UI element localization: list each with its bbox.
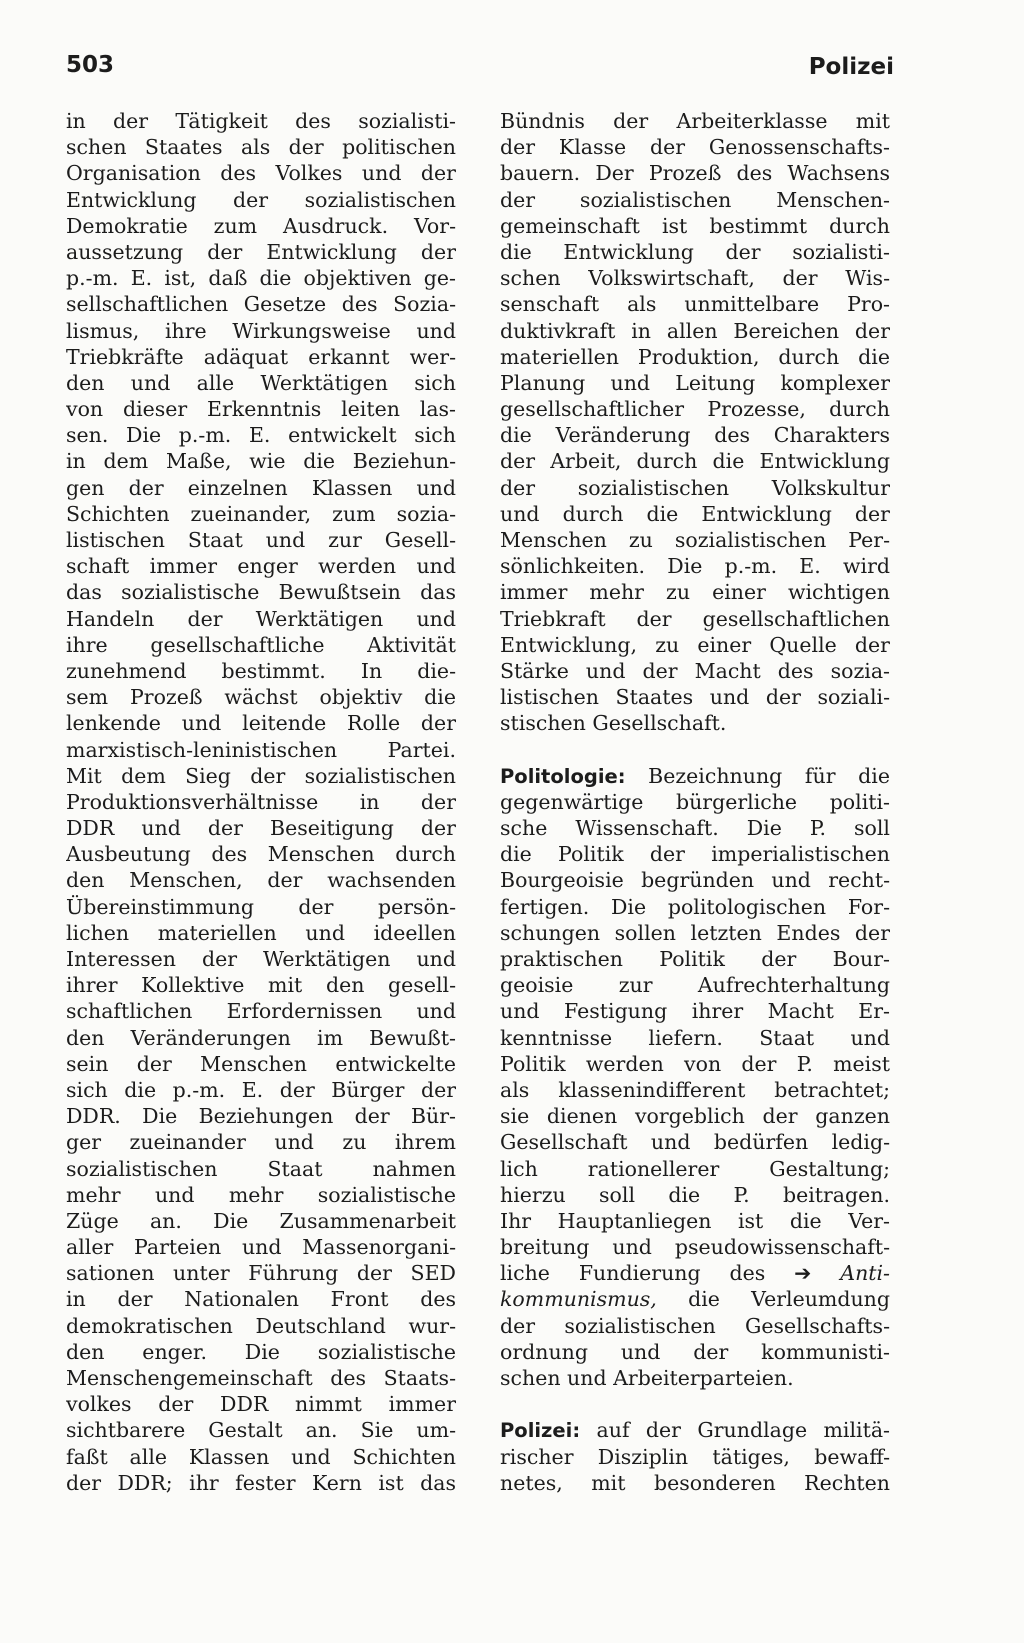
entry-first-line [500, 1417, 890, 1443]
text-line: lichen materiellen und ideellen [66, 920, 456, 945]
text-line: in dem Maße, wie die Beziehun- [66, 449, 456, 474]
text-line: gemeinschaft ist bestimmt durch [500, 213, 890, 238]
text-line: Bourgeoisie begründen und recht- [500, 868, 890, 893]
text-line: Menschengemeinschaft des Staats- [66, 1366, 456, 1390]
text-line: ordnung und der kommunisti- [500, 1339, 890, 1364]
text-line: listischen Staat und zur Gesell- [66, 528, 456, 552]
arrow-right-icon: ➔ [794, 1261, 812, 1286]
text-line: duktivkraft in allen Bereichen der [500, 318, 890, 343]
text-line: sich die p.-m. E. der Bürger der [66, 1077, 456, 1102]
cross-reference-suffix: die Verleumdung [656, 1287, 890, 1312]
cross-reference-prefix: liche Fundierung des [500, 1261, 795, 1286]
text-line: faßt alle Klassen und Schichten [66, 1444, 456, 1469]
text-line: lich rationellerer Gestaltung; [500, 1156, 890, 1181]
text-line: kenntnisse liefern. Staat und [500, 1025, 890, 1050]
text-line: in der Nationalen Front des [66, 1287, 456, 1312]
text-line: p.-m. E. ist, daß die objektiven ge- [66, 266, 456, 291]
text-line: Produktionsverhältnisse in der [66, 789, 456, 814]
text-line: den Veränderungen im Bewußt- [66, 1025, 456, 1050]
text-line: sem Prozeß wächst objektiv die [66, 685, 456, 710]
text-line: DDR und der Beseitigung der [66, 816, 456, 841]
text-line: schen Volkswirtschaft, der Wis- [500, 266, 890, 291]
text-line: rischer Disziplin tätiges, bewaff- [500, 1444, 890, 1469]
text-line: listischen Staates und der soziali- [500, 685, 890, 710]
text-line: und durch die Entwicklung der [500, 501, 890, 526]
right-column [500, 108, 890, 1496]
text-line: breitung und pseudowissenschaft- [500, 1235, 890, 1260]
text-line: praktischen Politik der Bour- [500, 947, 890, 971]
text-line: ihrer Kollektive mit den gesell- [66, 973, 456, 998]
text-line: der sozialistischen Menschen- [500, 187, 890, 212]
text-line: der DDR; ihr fester Kern ist das [66, 1470, 456, 1495]
text-line: Organisation des Volkes und der [66, 161, 456, 186]
entry-politologie [500, 763, 890, 1392]
page-number: 503 [66, 52, 115, 78]
entry-body-end [500, 1313, 890, 1392]
text-line: schen und Arbeiterparteien. [500, 1366, 794, 1390]
cross-reference-term: Anti- [811, 1261, 890, 1286]
text-line: Übereinstimmung der persön- [66, 894, 456, 919]
entry-first-line-text: Bezeichnung für die [625, 763, 890, 788]
paragraph-gap [500, 737, 890, 763]
text-line: hierzu soll die P. beitragen. [500, 1182, 890, 1207]
text-line: lismus, ihre Wirkungsweise und [66, 318, 456, 343]
text-line: gegenwärtige bürgerliche politi- [500, 789, 890, 814]
text-line: in der Tätigkeit des sozialisti- [66, 109, 456, 133]
text-line: aussetzung der Entwicklung der [66, 239, 456, 264]
text-line: Demokratie zum Ausdruck. Vor- [66, 213, 456, 238]
text-line: Mit dem Sieg der sozialistischen [66, 763, 456, 788]
text-line: sein der Menschen entwickelte [66, 1051, 456, 1076]
text-line: demokratischen Deutschland wur- [66, 1313, 456, 1338]
text-line: von dieser Erkenntnis leiten las- [66, 397, 456, 422]
entry-first-line-text: auf der Grundlage militä- [580, 1418, 890, 1443]
text-line: den Menschen, der wachsenden [66, 868, 456, 893]
left-column [66, 108, 456, 1496]
cross-reference-line [500, 1260, 890, 1286]
text-line: ihre gesellschaftliche Aktivität [66, 632, 456, 657]
text-line: als klassenindifferent betrachtet; [500, 1077, 890, 1102]
text-line: Politik werden von der P. meist [500, 1051, 890, 1076]
text-line: Ausbeutung des Menschen durch [66, 842, 456, 867]
text-line: sie dienen vorgeblich der ganzen [500, 1104, 890, 1129]
text-line: Handeln der Werktätigen und [66, 606, 456, 631]
entry-continuation [500, 108, 890, 737]
text-line: fertigen. Die politologischen For- [500, 894, 890, 919]
text-line: schaft immer enger werden und [66, 554, 456, 579]
text-line: sen. Die p.-m. E. entwickelt sich [66, 423, 456, 448]
text-line: Stärke und der Macht des sozia- [500, 658, 890, 683]
text-line: der Arbeit, durch die Entwicklung [500, 449, 890, 474]
text-line: der sozialistischen Gesellschafts- [500, 1313, 890, 1338]
text-line: Gesellschaft und bedürfen ledig- [500, 1130, 890, 1155]
entry-polizei [500, 1417, 890, 1496]
text-line: sche Wissenschaft. Die P. soll [500, 816, 890, 841]
text-line: netes, mit besonderen Rechten [500, 1470, 890, 1495]
text-line: Entwicklung, zu einer Quelle der [500, 632, 890, 657]
text-line: immer mehr zu einer wichtigen [500, 580, 890, 605]
text-line: schaftlichen Erfordernissen und [66, 999, 456, 1024]
text-line: und Festigung ihrer Macht Er- [500, 999, 890, 1024]
text-line: materiellen Produktion, durch die [500, 344, 890, 369]
entry-body [500, 789, 890, 1260]
paragraph-gap [500, 1391, 890, 1417]
text-line: senschaft als unmittelbare Pro- [500, 292, 890, 317]
text-line: geoisie zur Aufrechterhaltung [500, 973, 890, 998]
text-line: Menschen zu sozialistischen Per- [500, 528, 890, 552]
text-line: Interessen der Werktätigen und [66, 947, 456, 971]
page-header [66, 52, 894, 92]
text-line: gesellschaftlicher Prozesse, durch [500, 397, 890, 422]
running-head: Polizei [808, 54, 894, 80]
entry-term: Politologie: [500, 764, 626, 788]
text-line: Triebkraft der gesellschaftlichen [500, 606, 890, 631]
text-line: sationen unter Führung der SED [66, 1261, 456, 1286]
text-line: aller Parteien und Massenorgani- [66, 1235, 456, 1260]
text-line: der Klasse der Genossenschafts- [500, 135, 890, 160]
text-line: ger zueinander und zu ihrem [66, 1130, 456, 1155]
text-line: volkes der DDR nimmt immer [66, 1392, 456, 1417]
text-line: bauern. Der Prozeß des Wachsens [500, 161, 890, 186]
text-line: der sozialistischen Volkskultur [500, 475, 890, 500]
text-line: sellschaftlichen Gesetze des Sozia- [66, 292, 456, 317]
text-line: den enger. Die sozialistische [66, 1339, 456, 1364]
text-line: Schichten zueinander, zum sozia- [66, 501, 456, 526]
text-line: sönlichkeiten. Die p.-m. E. wird [500, 554, 890, 579]
text-line: gen der einzelnen Klassen und [66, 475, 456, 500]
text-line: Züge an. Die Zusammenarbeit [66, 1208, 456, 1233]
text-line: das sozialistische Bewußtsein das [66, 580, 456, 605]
text-line: stischen Gesellschaft. [500, 711, 727, 736]
cross-reference-line-2 [500, 1286, 890, 1312]
text-line: Triebkräfte adäquat erkannt wer- [66, 344, 456, 369]
text-line: lenkende und leitende Rolle der [66, 711, 456, 736]
entry-body [500, 1444, 890, 1496]
text-line: marxistisch-leninistischen Partei. [66, 737, 456, 762]
text-line: zunehmend bestimmt. In die- [66, 658, 456, 683]
text-line: sozialistischen Staat nahmen [66, 1156, 456, 1181]
text-line: sichtbarere Gestalt an. Sie um- [66, 1418, 456, 1443]
text-line: Planung und Leitung komplexer [500, 370, 890, 395]
text-line: den und alle Werktätigen sich [66, 370, 456, 395]
cross-reference-term-cont: kommunismus, [500, 1287, 657, 1312]
text-line: mehr und mehr sozialistische [66, 1182, 456, 1207]
text-line: Ihr Hauptanliegen ist die Ver- [500, 1208, 890, 1233]
entry-first-line [500, 763, 890, 789]
text-line: die Veränderung des Charakters [500, 423, 890, 448]
text-line: DDR. Die Beziehungen der Bür- [66, 1104, 456, 1129]
text-line: Bündnis der Arbeiterklasse mit [500, 109, 890, 133]
entry-term: Polizei: [500, 1419, 581, 1443]
text-line: Entwicklung der sozialistischen [66, 187, 456, 212]
text-line: die Politik der imperialistischen [500, 842, 890, 867]
text-line: die Entwicklung der sozialisti- [500, 239, 890, 264]
text-line: schungen sollen letzten Endes der [500, 920, 890, 945]
text-line: schen Staates als der politischen [66, 135, 456, 160]
